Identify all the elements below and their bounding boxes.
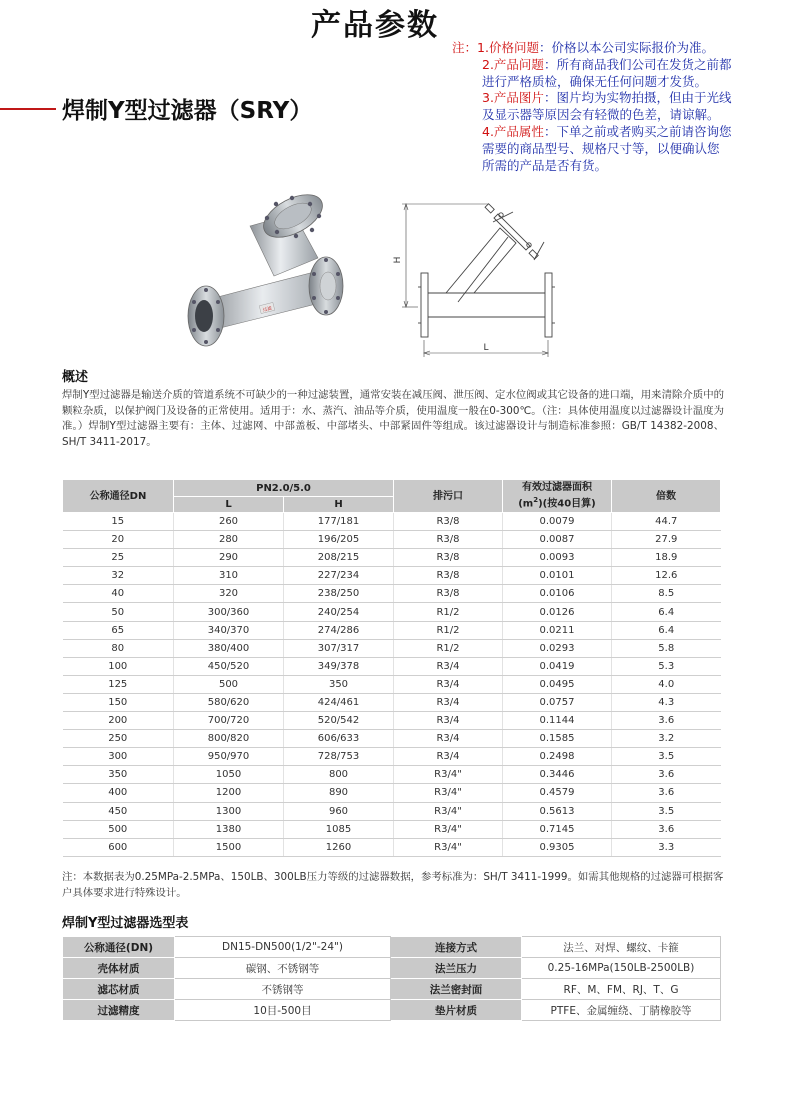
selection-value: 0.25-16MPa(150LB-2500LB) (522, 958, 721, 979)
cell-ratio: 3.6 (612, 712, 721, 730)
cell-ratio: 5.8 (612, 639, 721, 657)
cell-drain: R1/2 (394, 639, 503, 657)
cell-area: 0.9305 (503, 838, 612, 856)
cell-area: 0.0495 (503, 675, 612, 693)
cell-drain: R3/4" (394, 820, 503, 838)
cell-area: 0.0293 (503, 639, 612, 657)
cell-drain: R3/8 (394, 531, 503, 549)
cell-h: 349/378 (284, 657, 394, 675)
cell-l: 1050 (174, 766, 284, 784)
selection-value: 不锈钢等 (175, 979, 391, 1000)
notice-key: 1.价格问题 (477, 40, 539, 55)
cell-dn: 150 (63, 693, 174, 711)
cell-drain: R3/4" (394, 784, 503, 802)
col-header-area (503, 480, 612, 513)
spec-table (62, 479, 721, 857)
table-row (63, 675, 721, 693)
cell-l: 1500 (174, 838, 284, 856)
notice-key: 2.产品问题 (482, 56, 544, 72)
cell-h: 238/250 (284, 585, 394, 603)
cell-dn: 100 (63, 657, 174, 675)
overview-text: 焊制Y型过滤器是输送介质的管道系统不可缺少的一种过滤装置，通常安装在减压阀、泄压阀、定水位阀或其它设备的进口端，用来清除介质中的颗粒杂质，以保护阀门及设备的正常使用。适用于：水、蒸汽、油品等介质，使用温度一般在0-300℃。（注：具体使用温度以过滤器设计温度为准。）焊制Y型过滤器主要有：主体、过滤网、中部盖板、中部堵头、中部紧固件等组成。该过滤器设计与制造标准参照：GB/T 14382-2008、SH/T 3411-2017。 (62, 389, 724, 448)
cell-dn: 50 (63, 603, 174, 621)
cell-drain: R3/4" (394, 766, 503, 784)
cell-area: 0.0087 (503, 531, 612, 549)
notice-key: 4.产品属性 (482, 123, 544, 139)
cell-ratio: 3.6 (612, 820, 721, 838)
table-row (63, 712, 721, 730)
area-header-sup: 2 (533, 496, 539, 505)
cell-h: 800 (284, 766, 394, 784)
cell-l: 500 (174, 675, 284, 693)
cell-h: 208/215 (284, 549, 394, 567)
selection-value: 10目-500目 (175, 1000, 391, 1021)
cell-ratio: 3.3 (612, 838, 721, 856)
cell-dn: 450 (63, 802, 174, 820)
area-header-line1: 有效过滤器面积 (522, 482, 592, 494)
notice-text: 进行严格质检，确保无任何问题才发货。 (482, 73, 708, 89)
cell-drain: R3/8 (394, 585, 503, 603)
table-footnote: 注：本数据表为0.25MPa-2.5MPa、150LB、300LB压力等级的过滤器数据，参考标准为：SH/T 3411-1999。如需其他规格的过滤器可根据客户具体要求进行特殊设计。 (62, 871, 724, 899)
cell-h: 350 (284, 675, 394, 693)
cell-dn: 200 (63, 712, 174, 730)
area-header-pre: (m (518, 498, 534, 510)
cell-l: 310 (174, 567, 284, 585)
product-name: 焊制Y型过滤器（SRY） (62, 98, 313, 124)
selection-row (63, 1000, 721, 1021)
table-row (63, 585, 721, 603)
cell-area: 0.0106 (503, 585, 612, 603)
notice-text: 及显示器等原因会有轻微的色差，请谅解。 (482, 107, 720, 123)
selection-label: 连接方式 (391, 937, 522, 958)
selection-value: 碳钢、不锈钢等 (175, 958, 391, 979)
cell-dn: 300 (63, 748, 174, 766)
cell-ratio: 4.3 (612, 693, 721, 711)
cell-l: 450/520 (174, 657, 284, 675)
table-row (63, 693, 721, 711)
cell-l: 950/970 (174, 748, 284, 766)
cell-l: 580/620 (174, 693, 284, 711)
cell-l: 1300 (174, 802, 284, 820)
cell-dn: 20 (63, 531, 174, 549)
area-header-line2 (503, 494, 611, 510)
col-header-drain: 排污口 (394, 480, 503, 513)
cell-l: 800/820 (174, 730, 284, 748)
cell-h: 960 (284, 802, 394, 820)
cell-ratio: 18.9 (612, 549, 721, 567)
cell-l: 700/720 (174, 712, 284, 730)
cell-h: 728/753 (284, 748, 394, 766)
cell-dn: 600 (63, 838, 174, 856)
cell-l: 380/400 (174, 639, 284, 657)
cell-drain: R3/4 (394, 748, 503, 766)
table-row (63, 657, 721, 675)
cell-dn: 65 (63, 621, 174, 639)
cell-area: 0.1144 (503, 712, 612, 730)
notice-text: ：下单之前或者购买之前请咨询您 (543, 123, 732, 139)
table-row (63, 513, 721, 531)
notice-text: ：价格以本公司实际报价为准。 (538, 40, 714, 55)
cell-area: 0.0211 (503, 621, 612, 639)
selection-label: 公称通径(DN) (63, 937, 175, 958)
cell-dn: 250 (63, 730, 174, 748)
selection-title: 焊制Y型过滤器选型表 (62, 916, 189, 931)
product-photo (172, 188, 352, 368)
selection-label: 法兰密封面 (391, 979, 522, 1000)
cell-l: 280 (174, 531, 284, 549)
dim-l-label: L (483, 343, 489, 353)
cell-h: 424/461 (284, 693, 394, 711)
selection-row (63, 958, 721, 979)
cell-area: 0.0093 (503, 549, 612, 567)
dimension-drawing (388, 190, 573, 365)
cell-h: 240/254 (284, 603, 394, 621)
cell-area: 0.5613 (503, 802, 612, 820)
cell-area: 0.4579 (503, 784, 612, 802)
table-row (63, 820, 721, 838)
cell-area: 0.3446 (503, 766, 612, 784)
cell-ratio: 3.6 (612, 766, 721, 784)
cell-dn: 40 (63, 585, 174, 603)
cell-area: 0.7145 (503, 820, 612, 838)
cell-l: 340/370 (174, 621, 284, 639)
notice-box (452, 40, 787, 174)
cell-l: 300/360 (174, 603, 284, 621)
table-row (63, 531, 721, 549)
cell-dn: 25 (63, 549, 174, 567)
notice-text: 需要的商品型号、规格尺寸等，以便确认您 (482, 140, 720, 156)
table-row (63, 784, 721, 802)
cell-ratio: 12.6 (612, 567, 721, 585)
cell-h: 307/317 (284, 639, 394, 657)
cell-l: 290 (174, 549, 284, 567)
selection-value: RF、M、FM、RJ、T、G (522, 979, 721, 1000)
cell-l: 1380 (174, 820, 284, 838)
selection-row (63, 979, 721, 1000)
cell-drain: R1/2 (394, 603, 503, 621)
page-title: 产品参数 (311, 8, 439, 43)
col-header-dn: 公称通径DN (63, 480, 174, 513)
cell-l: 320 (174, 585, 284, 603)
cell-drain: R3/8 (394, 513, 503, 531)
cell-area: 0.1585 (503, 730, 612, 748)
cell-l: 1200 (174, 784, 284, 802)
selection-value: PTFE、金属缠绕、丁腈橡胶等 (522, 1000, 721, 1021)
col-header-pn: PN2.0/5.0 (174, 480, 394, 497)
table-row (63, 603, 721, 621)
cell-h: 1085 (284, 820, 394, 838)
cell-h: 274/286 (284, 621, 394, 639)
product-heading (0, 92, 360, 126)
cell-ratio: 3.5 (612, 748, 721, 766)
notice-text: ：所有商品我们公司在发货之前都 (543, 56, 732, 72)
cell-area: 0.0079 (503, 513, 612, 531)
heading-accent-line (0, 108, 56, 110)
cell-ratio: 27.9 (612, 531, 721, 549)
cell-dn: 350 (63, 766, 174, 784)
cell-drain: R3/4 (394, 693, 503, 711)
cell-h: 1260 (284, 838, 394, 856)
cell-h: 520/542 (284, 712, 394, 730)
table-row (63, 639, 721, 657)
cell-h: 196/205 (284, 531, 394, 549)
table-row (63, 549, 721, 567)
cell-l: 260 (174, 513, 284, 531)
cell-ratio: 3.2 (612, 730, 721, 748)
selection-row (63, 937, 721, 958)
cell-dn: 15 (63, 513, 174, 531)
selection-value: 法兰、对焊、螺纹、卡箍 (522, 937, 721, 958)
notice-text: 所需的产品是否有货。 (482, 157, 608, 173)
cell-area: 0.0757 (503, 693, 612, 711)
selection-table (62, 936, 721, 1021)
cell-ratio: 3.6 (612, 784, 721, 802)
cell-ratio: 4.0 (612, 675, 721, 693)
cell-drain: R1/2 (394, 621, 503, 639)
table-row (63, 621, 721, 639)
cell-ratio: 8.5 (612, 585, 721, 603)
table-row (63, 730, 721, 748)
cell-ratio: 6.4 (612, 603, 721, 621)
cell-area: 0.0101 (503, 567, 612, 585)
cell-dn: 500 (63, 820, 174, 838)
cell-h: 227/234 (284, 567, 394, 585)
cell-ratio: 44.7 (612, 513, 721, 531)
cell-area: 0.2498 (503, 748, 612, 766)
cell-h: 890 (284, 784, 394, 802)
cell-h: 606/633 (284, 730, 394, 748)
table-row (63, 748, 721, 766)
cell-drain: R3/8 (394, 567, 503, 585)
selection-label: 壳体材质 (63, 958, 175, 979)
selection-value: DN15-DN500(1/2"-24") (175, 937, 391, 958)
cell-drain: R3/4" (394, 838, 503, 856)
cell-ratio: 5.3 (612, 657, 721, 675)
notice-text: ：图片均为实物拍摄，但由于光线 (543, 90, 732, 106)
cell-dn: 400 (63, 784, 174, 802)
cell-drain: R3/4" (394, 802, 503, 820)
cell-dn: 32 (63, 567, 174, 585)
selection-label: 过滤精度 (63, 1000, 175, 1021)
cell-ratio: 3.5 (612, 802, 721, 820)
selection-label: 垫片材质 (391, 1000, 522, 1021)
table-row (63, 766, 721, 784)
cell-area: 0.0126 (503, 603, 612, 621)
cell-drain: R3/4 (394, 712, 503, 730)
notice-prefix: 注： (452, 40, 478, 55)
cell-drain: R3/4 (394, 675, 503, 693)
cell-drain: R3/4 (394, 657, 503, 675)
selection-label: 滤芯材质 (63, 979, 175, 1000)
dim-h-label: H (393, 256, 403, 264)
notice-key: 3.产品图片 (482, 90, 544, 106)
table-row (63, 567, 721, 585)
cell-drain: R3/4 (394, 730, 503, 748)
cell-drain: R3/8 (394, 549, 503, 567)
col-header-l: L (174, 497, 284, 513)
overview-title: 概述 (62, 370, 89, 385)
area-header-post: )(按40目算) (538, 498, 596, 510)
cell-ratio: 6.4 (612, 621, 721, 639)
cell-h: 177/181 (284, 513, 394, 531)
col-header-ratio: 倍数 (612, 480, 721, 513)
nameplate-label: 过滤 (262, 306, 273, 314)
selection-label: 法兰压力 (391, 958, 522, 979)
col-header-h: H (284, 497, 394, 513)
table-row (63, 802, 721, 820)
cell-dn: 125 (63, 675, 174, 693)
cell-area: 0.0419 (503, 657, 612, 675)
table-row (63, 838, 721, 856)
cell-dn: 80 (63, 639, 174, 657)
